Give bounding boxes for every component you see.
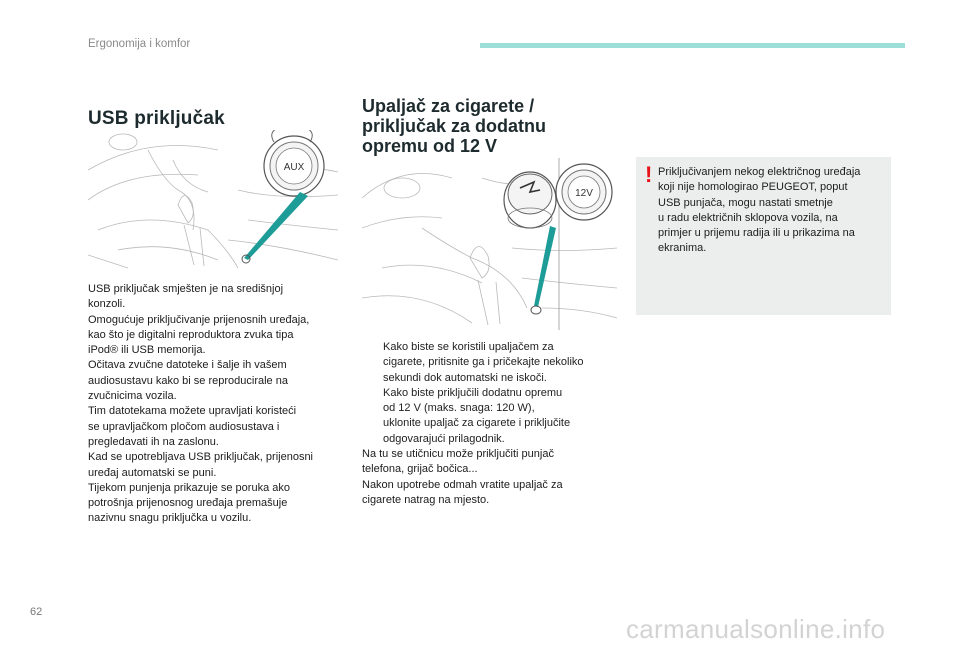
section-title: Ergonomija i komfor: [88, 38, 191, 50]
usb-heading: USB priključak: [88, 108, 225, 129]
cigarette-notes: [362, 447, 612, 508]
warning-line: Priključivanjem nekog električnog uređaja: [658, 166, 861, 178]
bullet-line: sekundi dok automatski ne iskoči.: [383, 371, 547, 384]
warning-box: [636, 157, 891, 315]
usb-description-line: Omogućuje priključivanje prijenosnih uređaja,: [88, 313, 310, 326]
usb-description-line: zvučnicima vozila.: [88, 390, 177, 403]
usb-description-line: audiosustavu kako bi se reproducirale na: [88, 374, 288, 387]
usb-description-line: Tim datotekama možete upravljati koristeći: [88, 405, 297, 418]
cigarette-heading-line: priključak za dodatnu: [362, 116, 547, 136]
list-item: [362, 340, 612, 386]
usb-description-line: uređaj automatski se puni.: [88, 466, 217, 479]
warning-line: USB punjača, mogu nastati smetnje: [658, 196, 833, 209]
bullet-line: od 12 V (maks. snaga: 120 W),: [383, 402, 535, 415]
cigarette-lighter-illustration: [362, 158, 617, 330]
warning-line: koji nije homologirao PEUGEOT, poput: [658, 181, 848, 194]
list-item: [362, 386, 612, 447]
warning-icon: !: [645, 162, 653, 187]
usb-description: [88, 282, 348, 527]
usb-description-line: Tijekom punjenja prikazuje se poruka ako: [88, 481, 290, 494]
cigarette-instructions: [362, 340, 612, 447]
usb-description-line: kao što je digitalni reproduktora zvuka tipa: [88, 328, 294, 341]
bullet-line: odgovarajući prilagodnik.: [383, 432, 505, 445]
bullet-line: Kako biste se koristili upaljačem za: [383, 341, 554, 353]
usb-description-line: potrošnja prijenosnog uređaja premašuje: [88, 497, 288, 510]
usb-description-line: se upravljačkom pločom audiosustava i: [88, 420, 280, 433]
usb-description-line: Kad se upotrebljava USB priključak, prijenosni: [88, 451, 314, 464]
usb-description-line: nazivnu snagu priključka u vozilu.: [88, 512, 252, 525]
note-line: telefona, grijač bočica...: [362, 463, 478, 476]
watermark: carmanualsonline.info: [626, 614, 886, 644]
warning-line: u radu električnih sklopova vozila, na: [658, 211, 838, 224]
cigarette-heading-line: opremu od 12 V: [362, 136, 498, 156]
header-accent-bar: [480, 43, 905, 48]
bullet-line: cigarete, pritisnite ga i pričekajte nekoliko: [383, 356, 584, 369]
warning-text: [658, 165, 883, 257]
warning-line: primjer u prijemu radija ili u prikazima na: [658, 227, 855, 240]
page-number: 62: [30, 606, 43, 618]
bullet-line: Kako biste priključili dodatnu opremu: [383, 386, 563, 399]
warning-line: ekranima.: [658, 242, 707, 255]
twelve-volt-socket-label: 12V: [575, 188, 593, 199]
twelve-volt-socket-graphic: [556, 164, 612, 220]
usb-description-line: konzoli.: [88, 298, 126, 311]
note-line: cigarete natrag na mjesto.: [362, 493, 490, 506]
cigarette-heading: [362, 96, 602, 156]
cigarette-heading-line: Upaljač za cigarete /: [362, 96, 535, 116]
usb-port-illustration: [88, 130, 338, 272]
lighter-socket-graphic: [504, 172, 556, 228]
note-line: Nakon upotrebe odmah vratite upaljač za: [362, 478, 563, 491]
note-line: Na tu se utičnicu može priključiti punjač: [362, 448, 554, 460]
usb-description-line: pregledavati ih na zaslonu.: [88, 435, 219, 448]
aux-socket-label: AUX: [283, 162, 305, 173]
bullet-line: uklonite upaljač za cigarete i priključite: [383, 417, 571, 430]
aux-socket-graphic: [264, 130, 324, 196]
usb-description-line: iPod® ili USB memorija.: [88, 344, 206, 357]
usb-description-line: Očitava zvučne datoteke i šalje ih vašem: [88, 359, 287, 372]
usb-description-line: USB priključak smješten je na središnjoj: [88, 283, 284, 295]
